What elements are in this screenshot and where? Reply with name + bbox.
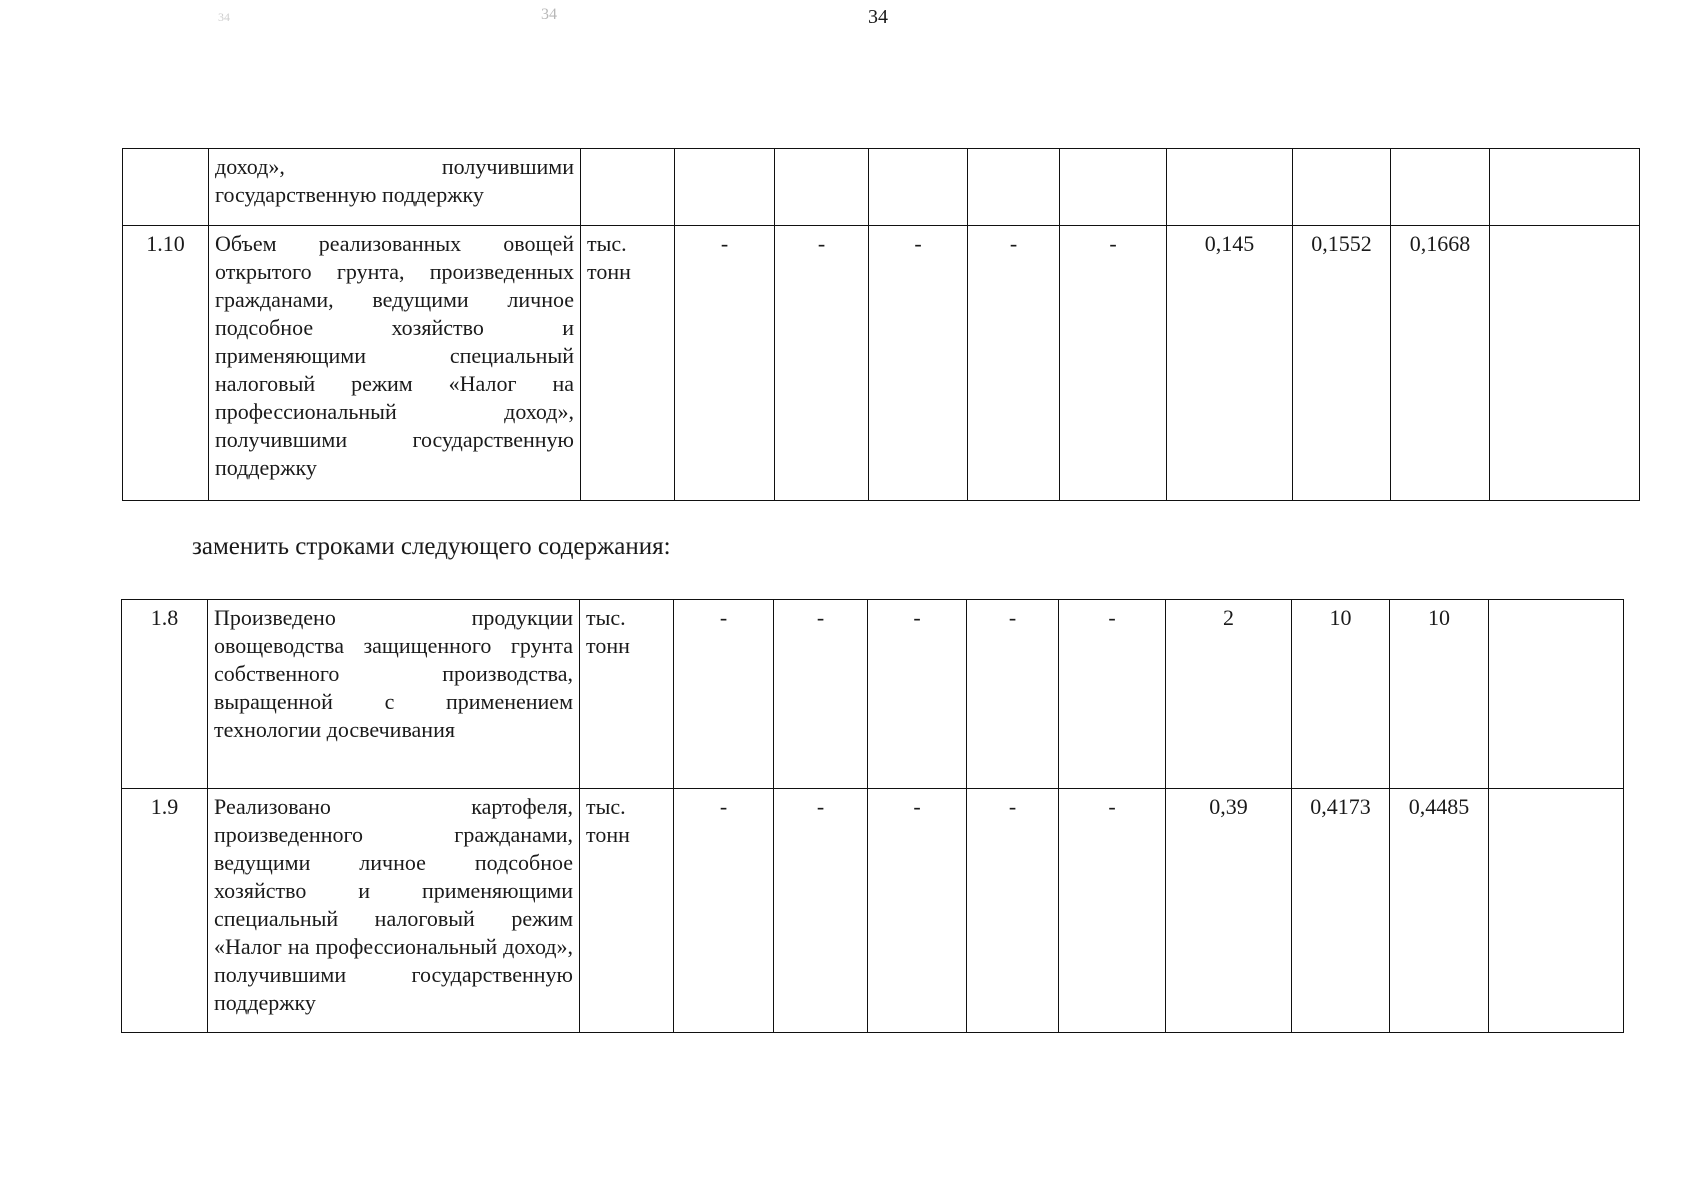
value-cell: - [967,789,1059,1033]
row-number: 1.10 [123,226,209,501]
page-number: 34 [868,6,888,28]
value-cell [1489,600,1624,789]
value-cell: - [968,226,1060,501]
value-cell [968,149,1060,226]
value-cell: - [868,789,967,1033]
table-row [123,149,1640,226]
table-row [122,789,1624,1033]
value-cell: - [1059,600,1166,789]
value-cell: - [774,789,868,1033]
value-cell [1060,149,1167,226]
table-after [121,599,1624,1033]
row-number [123,149,209,226]
table-row [123,226,1640,501]
value-cell [775,149,869,226]
value-cell: - [775,226,869,501]
value-cell: 0,1668 [1391,226,1490,501]
value-cell: 2 [1166,600,1292,789]
row-number: 1.9 [122,789,208,1033]
value-cell: - [868,600,967,789]
row-description: доход», получившими государственную поддержку [209,149,581,226]
value-cell: - [674,600,774,789]
value-cell [675,149,775,226]
value-cell: 0,39 [1166,789,1292,1033]
page-number-faint-2: 34 [541,6,557,23]
value-cell [869,149,968,226]
value-cell [1490,149,1640,226]
table-row [122,600,1624,789]
value-cell: 10 [1292,600,1390,789]
value-cell: - [774,600,868,789]
value-cell: - [869,226,968,501]
value-cell: 0,4173 [1292,789,1390,1033]
table-before [122,148,1640,501]
value-cell [1489,789,1624,1033]
row-description: Объем реализованных овощей открытого грунта, произведенных гражданами, ведущими личное подсобное хозяйство и применяющими специальный налоговый режим «Налог на профессиональный доход», получившими государственную поддержку [209,226,581,501]
value-cell: 0,145 [1167,226,1293,501]
row-number: 1.8 [122,600,208,789]
row-description: Реализовано картофеля, произведенного гражданами, ведущими личное подсобное хозяйство и применяющими специальный налоговый режим «Налог на профессиональный доход», получившими государственную поддержку [208,789,580,1033]
value-cell [1293,149,1391,226]
value-cell [1167,149,1293,226]
value-cell: - [675,226,775,501]
value-cell: - [1059,789,1166,1033]
row-description: Произведено продукции овощеводства защищенного грунта собственного производства, выращенной с применением технологии досвечивания [208,600,580,789]
row-unit: тыс. тонн [580,789,674,1033]
row-unit: тыс. тонн [580,600,674,789]
replace-instruction: заменить строками следующего содержания: [192,533,671,560]
value-cell: 0,1552 [1293,226,1391,501]
row-unit [581,149,675,226]
value-cell [1490,226,1640,501]
value-cell: - [1060,226,1167,501]
value-cell: - [967,600,1059,789]
value-cell: 0,4485 [1390,789,1489,1033]
page-number-faint-1: 34 [218,10,230,24]
value-cell [1391,149,1490,226]
value-cell: - [674,789,774,1033]
value-cell: 10 [1390,600,1489,789]
row-unit: тыс. тонн [581,226,675,501]
